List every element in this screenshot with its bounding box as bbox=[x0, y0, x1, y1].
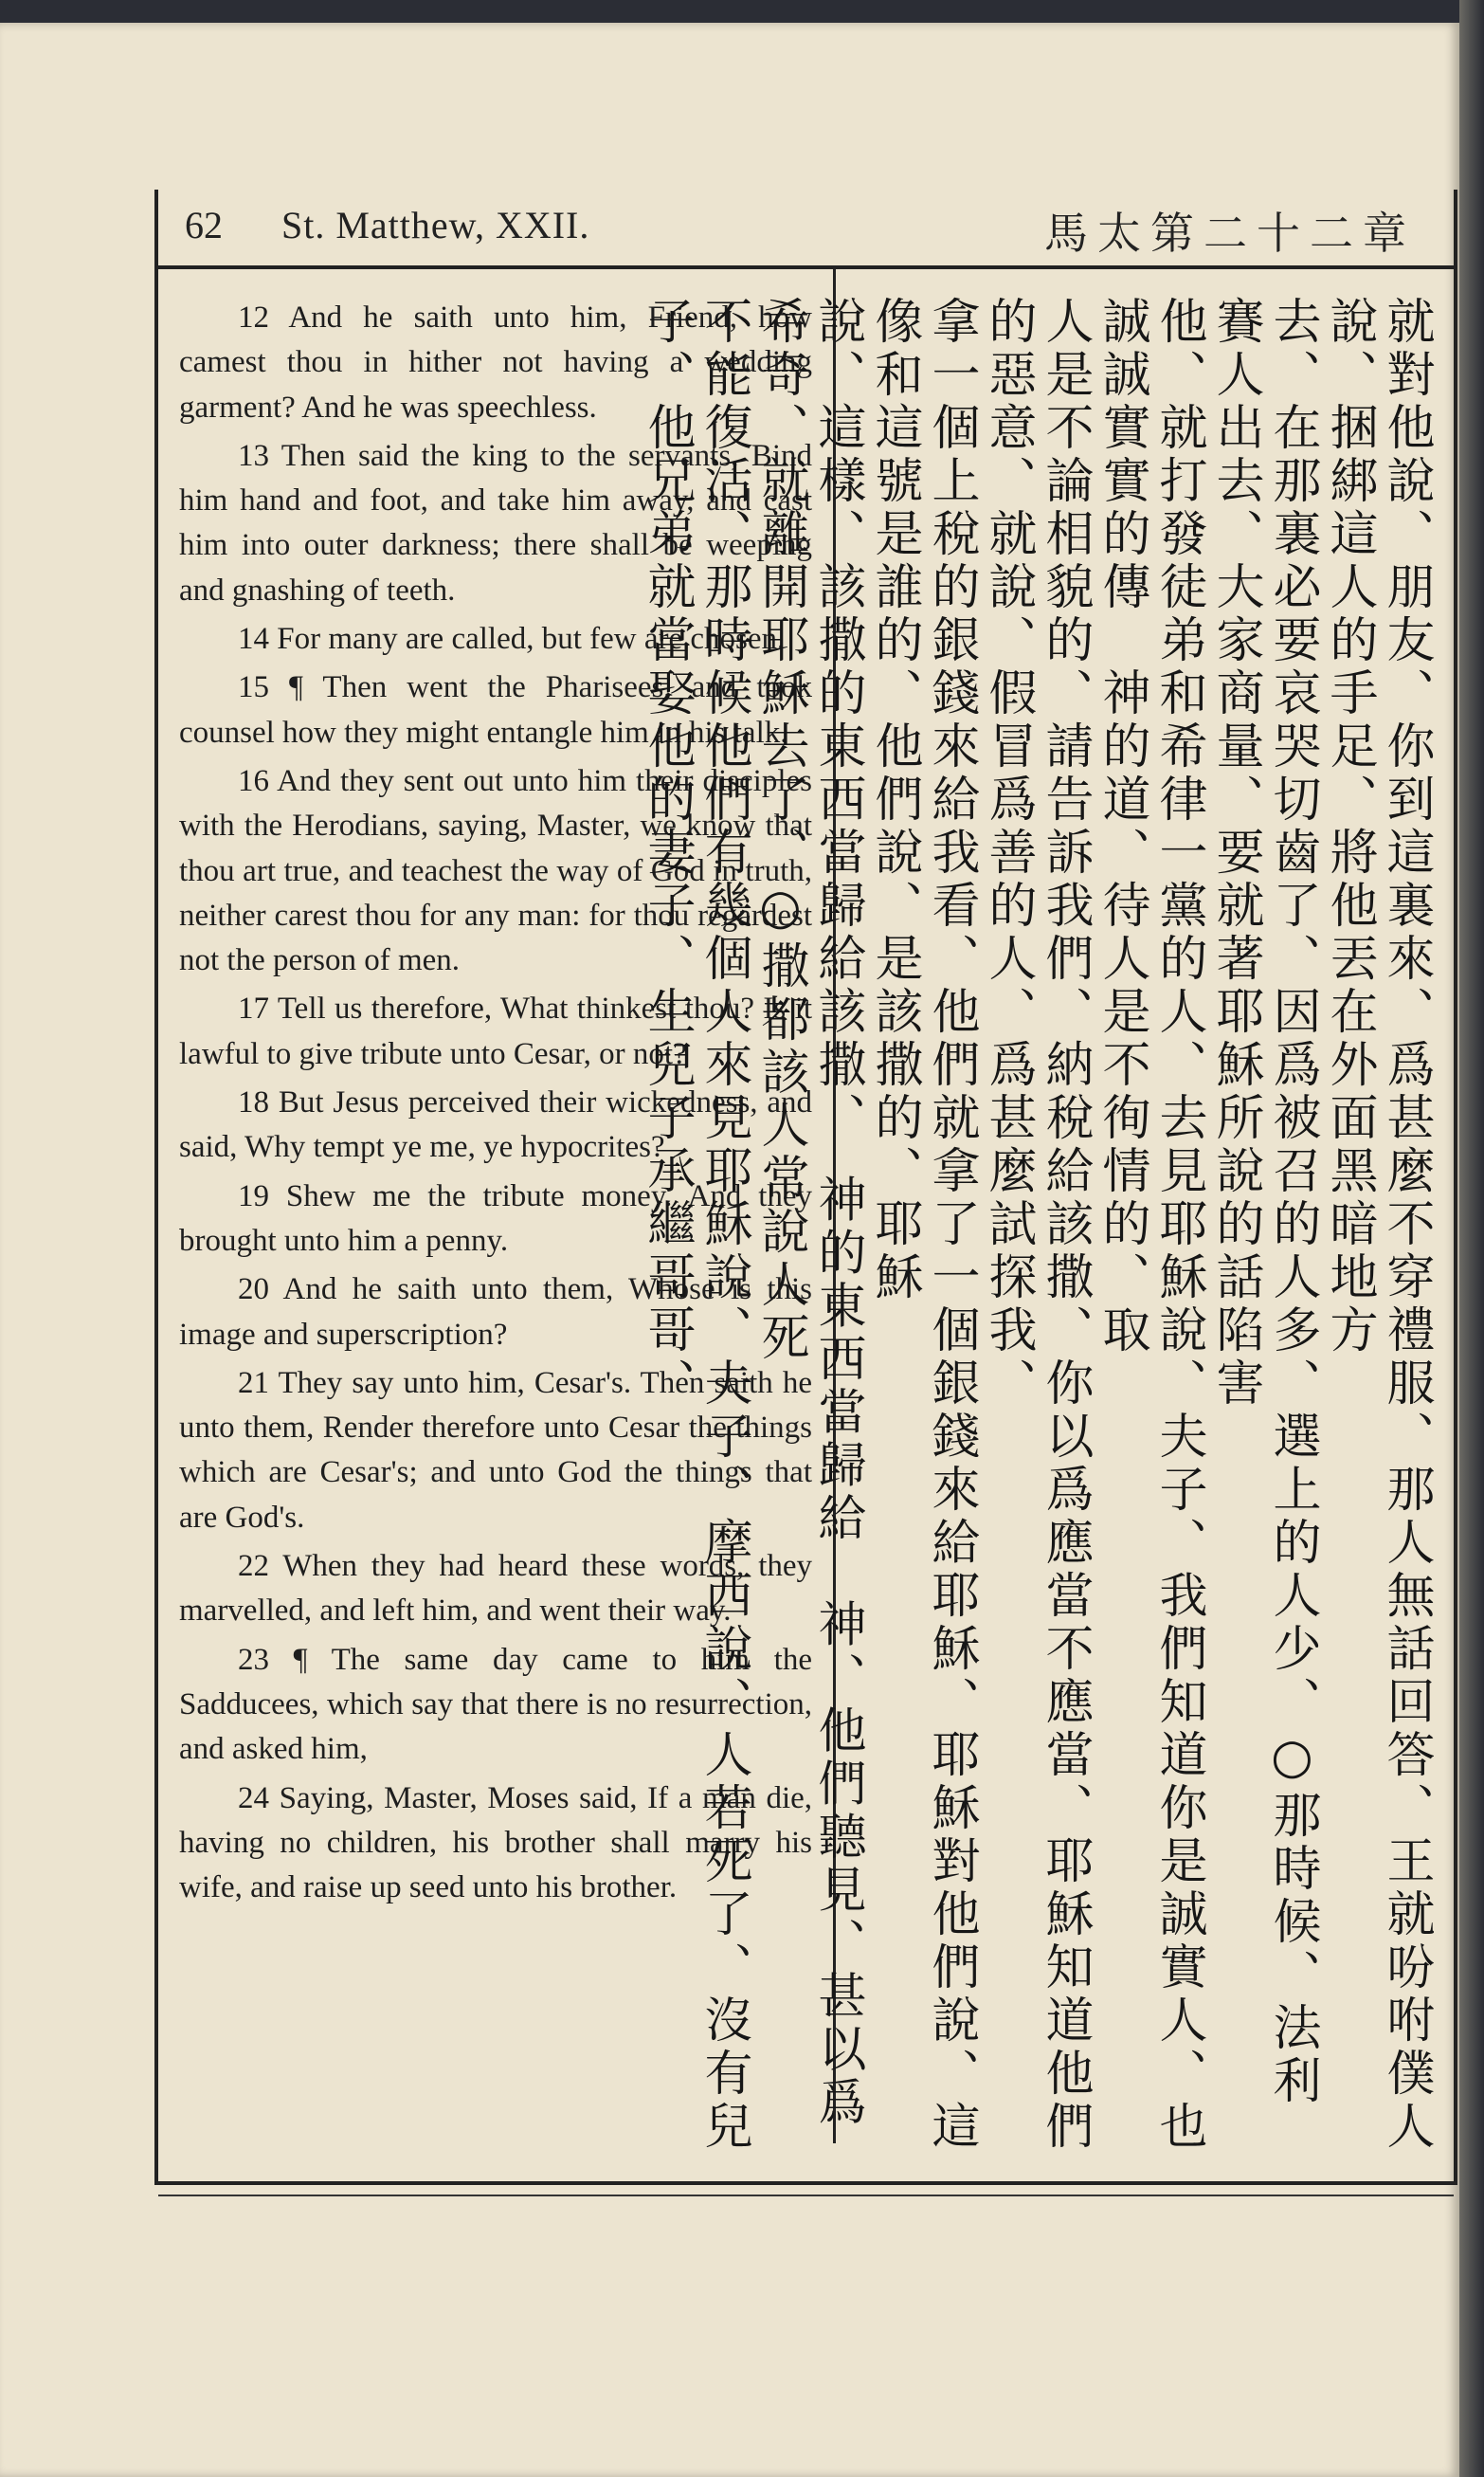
verse-text: But Jesus perceived their wickedness, and said, Why tempt ye me, ye hypocrites? bbox=[179, 1085, 812, 1165]
verse-text: Saying, Master, Moses said, If a man die, having no children, his brother shall marry his wife, and raise up seed unto his brother. bbox=[179, 1780, 813, 1905]
chinese-running-title: 馬太第二十二章 bbox=[1044, 208, 1416, 259]
verse-text: And they sent out unto him their disciples with the Herodians, saying, Master, we know that thou art true, and teachest the way of God in truth, neither carest thou for any man: for thou regardest not the person of men. bbox=[179, 763, 812, 978]
verse-text: When they had heard these words, they marvelled, and left him, and went their way. bbox=[179, 1549, 813, 1629]
verse-number: 15 bbox=[238, 670, 269, 705]
verse-text: And he saith unto him, Friend, how camest thou in hither not having a wedding garment? And he was speechless. bbox=[179, 301, 812, 425]
verse-number: 21 bbox=[238, 1365, 269, 1400]
verse-text: Tell us therefore, What thinkest thou? Is it lawful to give tribute unto Cesar, or not? bbox=[179, 992, 812, 1071]
verse-number: 17 bbox=[238, 992, 269, 1027]
verse-text: Shew me the tribute money. And they brought unto him a penny. bbox=[179, 1178, 813, 1258]
verse-text: Then said the king to the servants, Bind him hand and foot, and take him away, and cast him into outer darkness; there shall be weeping and gnashing of teeth. bbox=[179, 438, 812, 608]
verse-number: 12 bbox=[238, 301, 269, 335]
verse-number: 16 bbox=[238, 763, 269, 798]
verse-number: 19 bbox=[238, 1178, 269, 1213]
verse-number: 22 bbox=[238, 1549, 269, 1584]
chinese-line-3: 他、就打發徒弟和希律一黨的人、去見耶穌說、夫子、我們知道你是誠實人、也誠誠實實的傳 神的道、待人是不徇情的、取 bbox=[1094, 296, 1206, 2154]
header-rule bbox=[158, 265, 1454, 269]
page-frame bbox=[154, 190, 1457, 2185]
verse-number: 20 bbox=[238, 1272, 269, 1307]
book-edge bbox=[1459, 0, 1484, 2477]
footer-rule-thin bbox=[158, 2195, 1454, 2196]
verse-text: ¶ The same day came to him the Sadducees, which say that there is no resurrection, and asked him, bbox=[179, 1642, 813, 1767]
footer-rule bbox=[158, 2181, 1454, 2185]
verse-number: 13 bbox=[238, 438, 269, 473]
verse-text: For many are called, but few are chosen. bbox=[277, 622, 786, 657]
book-page bbox=[0, 23, 1459, 2477]
verse-number: 24 bbox=[238, 1780, 269, 1815]
chinese-line-7: 不能復活、那時候他們有幾個人來見耶穌說、夫子、摩西說、人若死了、沒有兒子、他兄弟就當娶他的妻子、生兒子承繼哥哥、 bbox=[639, 296, 751, 2154]
chinese-line-1: 就對他說、朋友、你到這裏來、爲甚麼不穿禮服、那人無話回答、王就吩咐僕人說、捆綁這人的手足、將他丟在外面黑暗地方 bbox=[1321, 296, 1434, 2154]
verse-number: 23 bbox=[238, 1642, 269, 1677]
verse-text: ¶ Then went the Pharisees, and took counsel how they might entangle him in his talk. bbox=[179, 670, 813, 750]
verse-number: 14 bbox=[238, 622, 269, 657]
chinese-line-4: 人是不論相貌的、請告訴我們、納稅給該撒、你以爲應當不應當、耶穌知道他們的惡意、就說、假冒爲善的人、爲甚麼試探我、 bbox=[980, 296, 1093, 2154]
chinese-text-column bbox=[639, 296, 1451, 2154]
verse-text: They say unto him, Cesar's. Then saith he unto them, Render therefore unto Cesar the things which are Cesar's; and unto God the things that are God's. bbox=[179, 1365, 813, 1535]
chinese-line-6: 說、這樣、該撒的東西當歸給該撒、 神的東西當歸給 神、他們聽見、甚以爲希奇、就離開耶穌去了、○撒都該人常說人死 bbox=[752, 296, 865, 2130]
running-title: St. Matthew, XXII. bbox=[281, 204, 590, 246]
chinese-line-5: 拿一個上稅的銀錢來給我看、他們就拿了一個銀錢來給耶穌、耶穌對他們說、這像和這號是誰的、他們說、是該撒的、耶穌 bbox=[866, 296, 979, 2154]
page-number: 62 bbox=[185, 204, 223, 246]
chinese-line-2: 去、在那裏必要哀哭切齒了、因爲被召的人多、選上的人少、○那時候、法利賽人出去、大家商量、要就著耶穌所說的話陷害 bbox=[1207, 296, 1320, 2108]
verse-number: 18 bbox=[238, 1085, 269, 1120]
verse-text: And he saith unto them, Whose is this image and superscription? bbox=[179, 1272, 812, 1352]
